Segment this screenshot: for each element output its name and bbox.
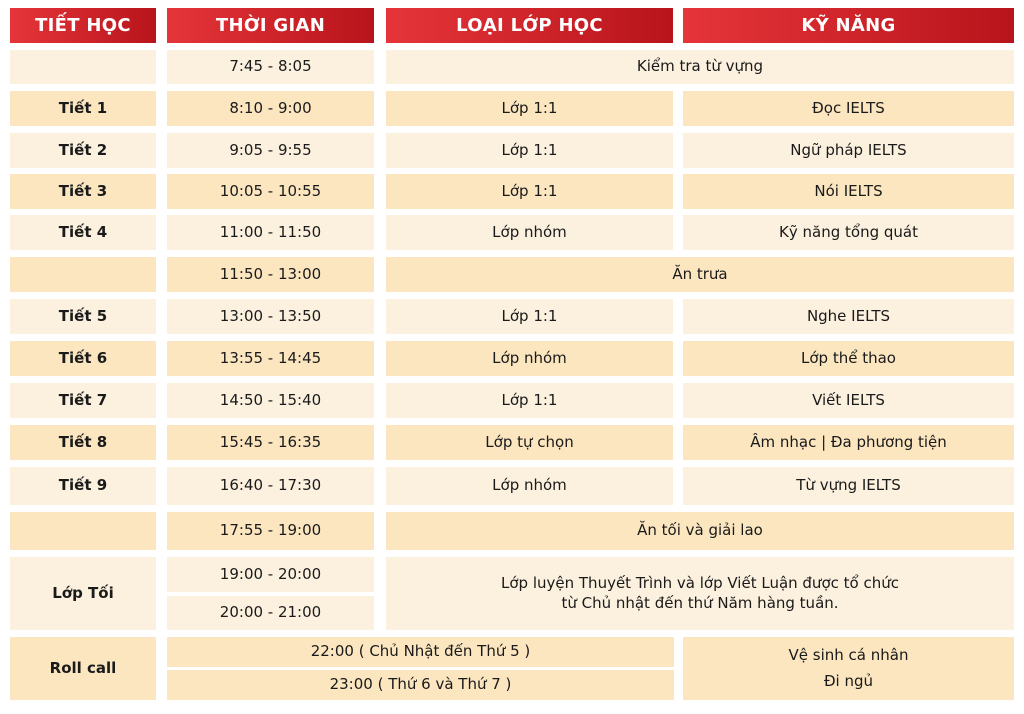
class-type-cell-8: Lớp tự chọn [386, 425, 673, 460]
class-type-cell-2: Lớp 1:1 [386, 133, 673, 168]
activity-cell-vocab: Kiểm tra từ vựng [386, 50, 1014, 84]
evening-note-line-1: Lớp luyện Thuyết Trình và lớp Viết Luận được tổ chức [501, 574, 899, 592]
period-cell-rollcall: Roll call [10, 637, 156, 700]
header-class-type: LOẠI LỚP HỌC [386, 8, 673, 43]
time-cell-1: 8:10 - 9:00 [167, 91, 374, 126]
time-cell-5: 13:00 - 13:50 [167, 299, 374, 334]
skill-cell-7: Viết IELTS [683, 383, 1014, 418]
period-cell-evening: Lớp Tối [10, 557, 156, 630]
skill-cell-4: Kỹ năng tổng quát [683, 215, 1014, 250]
time-cell-3: 10:05 - 10:55 [167, 174, 374, 209]
skill-cell-6: Lớp thể thao [683, 341, 1014, 376]
class-type-cell-6: Lớp nhóm [386, 341, 673, 376]
activity-cell-dinner: Ăn tối và giải lao [386, 512, 1014, 550]
evening-note-line-2: từ Chủ nhật đến thứ Năm hàng tuần. [561, 593, 839, 612]
header-time: THỜI GIAN [167, 8, 374, 43]
period-cell-4: Tiết 4 [10, 215, 156, 250]
time-cell-2: 9:05 - 9:55 [167, 133, 374, 168]
period-cell-7: Tiết 7 [10, 383, 156, 418]
period-cell-dinner [10, 512, 156, 550]
period-cell-6: Tiết 6 [10, 341, 156, 376]
class-type-cell-7: Lớp 1:1 [386, 383, 673, 418]
skill-cell-1: Đọc IELTS [683, 91, 1014, 126]
rollcall-time-weekday: 22:00 ( Chủ Nhật đến Thứ 5 ) [167, 637, 674, 667]
time-cell-6: 13:55 - 14:45 [167, 341, 374, 376]
activity-cell-lunch: Ăn trưa [386, 257, 1014, 292]
period-cell-2: Tiết 2 [10, 133, 156, 168]
skill-cell-2: Ngữ pháp IELTS [683, 133, 1014, 168]
period-cell-lunch [10, 257, 156, 292]
period-cell-vocab [10, 50, 156, 84]
class-type-cell-5: Lớp 1:1 [386, 299, 673, 334]
period-cell-1: Tiết 1 [10, 91, 156, 126]
time-cell-9: 16:40 - 17:30 [167, 467, 374, 505]
header-period: TIẾT HỌC [10, 8, 156, 43]
header-skill: KỸ NĂNG [683, 8, 1014, 43]
class-type-cell-1: Lớp 1:1 [386, 91, 673, 126]
time-cell-dinner: 17:55 - 19:00 [167, 512, 374, 550]
rollcall-activity-hygiene: Vệ sinh cá nhân [788, 646, 909, 664]
rollcall-time-weekend: 23:00 ( Thứ 6 và Thứ 7 ) [167, 670, 674, 700]
skill-cell-8: Âm nhạc | Đa phương tiện [683, 425, 1014, 460]
time-cell-8: 15:45 - 16:35 [167, 425, 374, 460]
skill-cell-5: Nghe IELTS [683, 299, 1014, 334]
period-cell-3: Tiết 3 [10, 174, 156, 209]
time-cell-vocab: 7:45 - 8:05 [167, 50, 374, 84]
rollcall-activity-sleep: Đi ngủ [823, 671, 874, 690]
time-cell-evening-2: 20:00 - 21:00 [167, 596, 374, 630]
time-cell-7: 14:50 - 15:40 [167, 383, 374, 418]
class-type-cell-9: Lớp nhóm [386, 467, 673, 505]
evening-note-cell [386, 557, 1014, 630]
skill-cell-3: Nói IELTS [683, 174, 1014, 209]
time-cell-4: 11:00 - 11:50 [167, 215, 374, 250]
period-cell-9: Tiết 9 [10, 467, 156, 505]
class-type-cell-4: Lớp nhóm [386, 215, 673, 250]
period-cell-8: Tiết 8 [10, 425, 156, 460]
class-type-cell-3: Lớp 1:1 [386, 174, 673, 209]
time-cell-lunch: 11:50 - 13:00 [167, 257, 374, 292]
skill-cell-9: Từ vựng IELTS [683, 467, 1014, 505]
rollcall-activity-cell [683, 637, 1014, 700]
time-cell-evening-1: 19:00 - 20:00 [167, 557, 374, 592]
period-cell-5: Tiết 5 [10, 299, 156, 334]
